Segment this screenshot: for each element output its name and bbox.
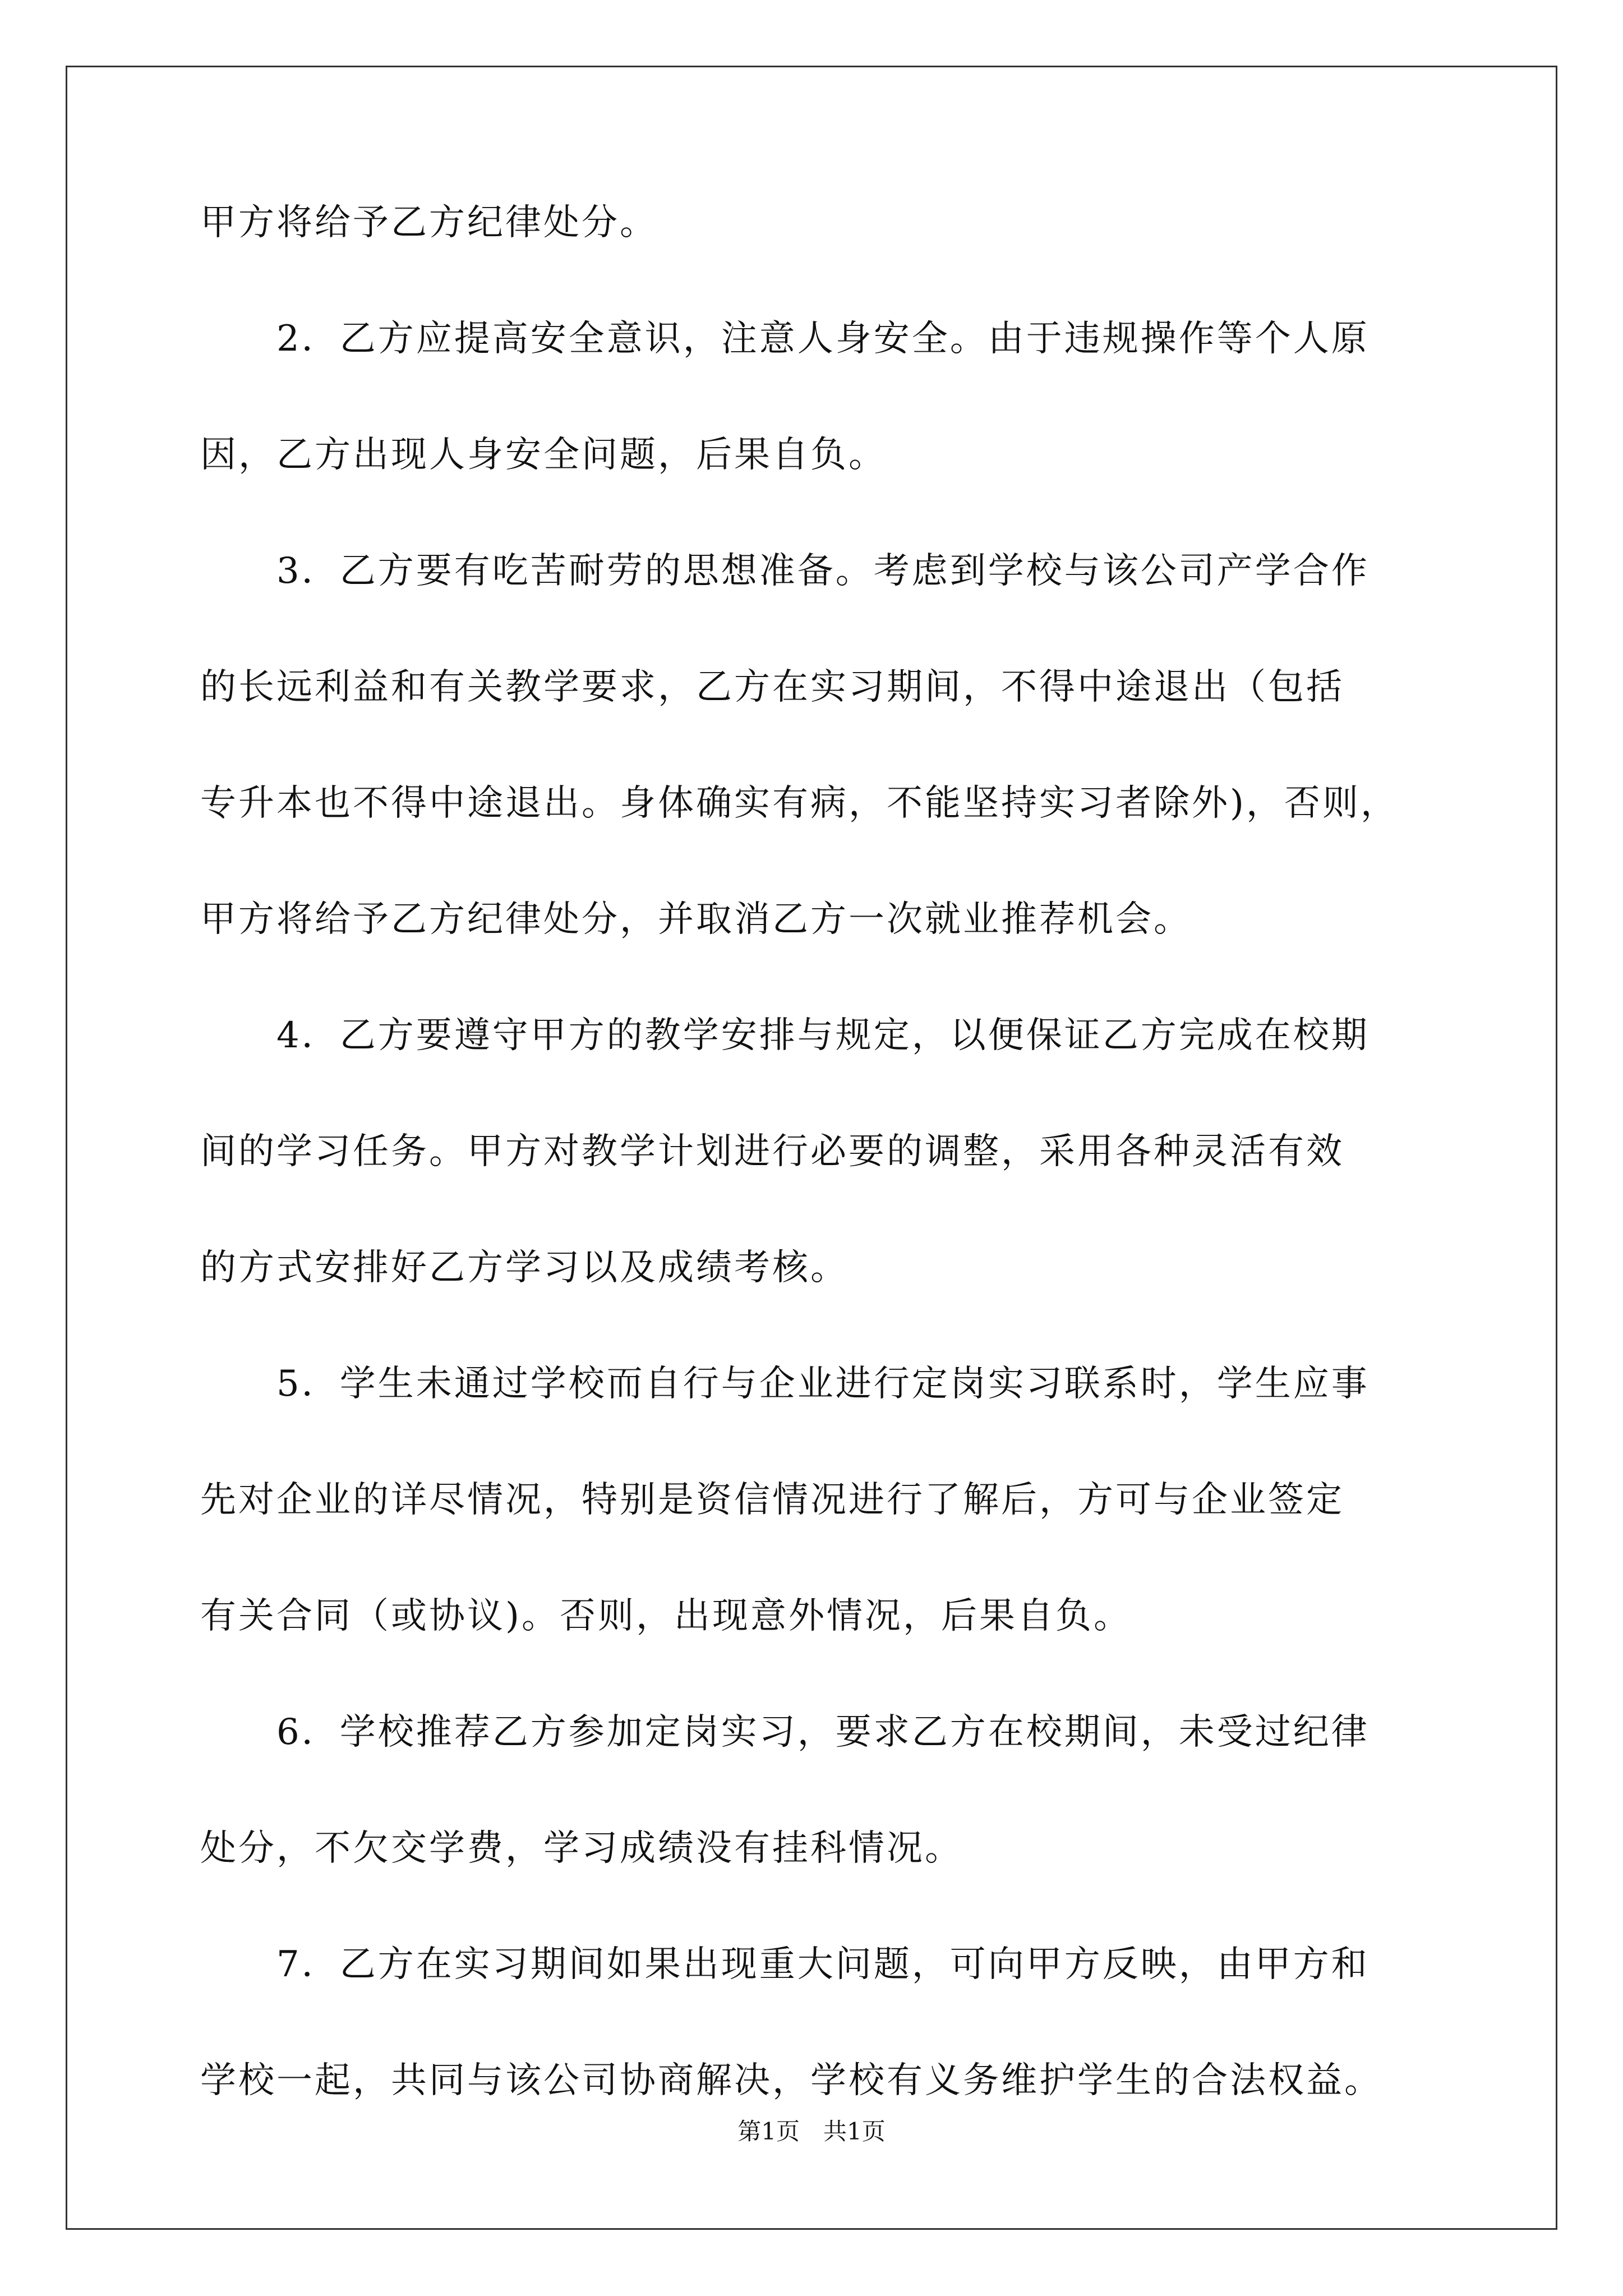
text-line: 间的学习任务。甲方对教学计划进行必要的调整，采用各种灵活有效: [200, 1131, 1344, 1172]
text-line: 4．乙方要遵守甲方的教学安排与规定，以便保证乙方完成在校期: [200, 1015, 1370, 1056]
text-line: 的方式安排好乙方学习以及成绩考核。: [200, 1247, 849, 1289]
text-line: 先对企业的详尽情况，特别是资信情况进行了解后，方可与企业签定: [200, 1479, 1344, 1521]
text-line: 2．乙方应提高安全意识，注意人身安全。由于违规操作等个人原: [200, 318, 1370, 360]
text-line: 3．乙方要有吃苦耐劳的思想准备。考虑到学校与该公司产学合作: [200, 550, 1370, 592]
text-line: 5．学生未通过学校而自行与企业进行定岗实习联系时，学生应事: [200, 1363, 1370, 1405]
text-line: 6．学校推荐乙方参加定岗实习，要求乙方在校期间，未受过纪律: [200, 1711, 1370, 1753]
page-footer: [0, 2115, 1623, 2148]
text-line: 学校一起，共同与该公司协商解决，学校有义务维护学生的合法权益。: [200, 2060, 1382, 2101]
text-line: 专升本也不得中途退出。身体确实有病，不能坚持实习者除外)，否则，: [200, 783, 1399, 824]
text-line: 的长远利益和有关教学要求，乙方在实习期间，不得中途退出（包括: [200, 666, 1344, 708]
page-number: 第1页 共1页: [737, 2118, 886, 2145]
text-line: 甲方将给予乙方纪律处分，并取消乙方一次就业推荐机会。: [200, 899, 1192, 940]
text-line: 7．乙方在实习期间如果出现重大问题，可向甲方反映，由甲方和: [200, 1944, 1370, 1985]
document-body: [200, 197, 1428, 2106]
text-line: 因，乙方出现人身安全问题，后果自负。: [200, 434, 887, 476]
text-line: 甲方将给予乙方纪律处分。: [200, 202, 658, 243]
text-line: 有关合同（或协议)。否则，出现意外情况，后果自负。: [200, 1595, 1132, 1637]
text-line: 处分，不欠交学费，学习成绩没有挂科情况。: [200, 1828, 963, 1869]
